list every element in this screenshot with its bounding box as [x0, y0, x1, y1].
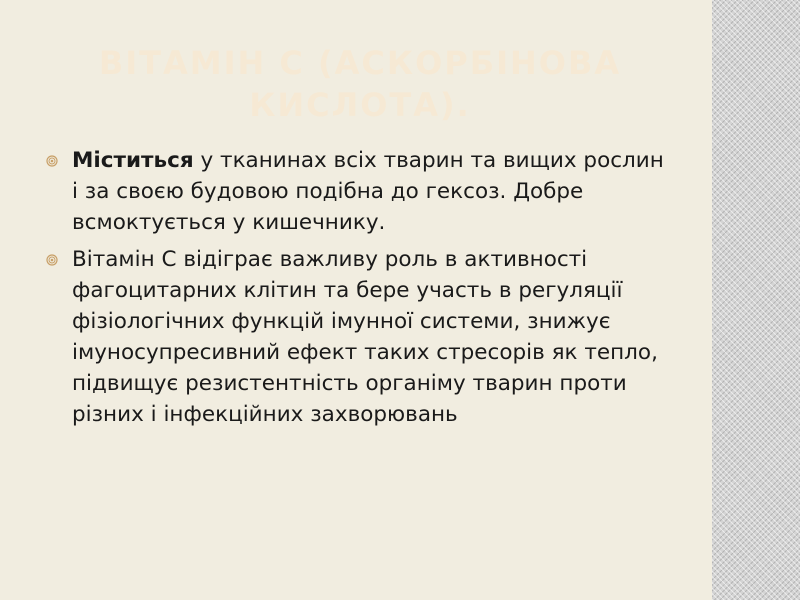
bullet-text: Вітамін С відіграє важливу роль в активності фагоцитарних клітин та бере участь в регуляції фізіологічних функцій імунної системи, знижує імуносупресивний ефект таких стресорів як тепло, підвищує резистентність органіму тварин проти різних і інфекційних захворювань [72, 247, 658, 427]
slide-title: ВІТАМІН С (АСКОРБІНОВА КИСЛОТА). [98, 44, 622, 124]
bullet-emphasis: Міститься [72, 148, 194, 173]
circle-bullet-icon [46, 155, 58, 167]
decorative-pattern-strip [712, 0, 800, 600]
list-item [44, 145, 674, 238]
circle-bullet-icon [46, 254, 58, 266]
bullet-list [44, 145, 674, 436]
list-item [44, 244, 674, 430]
bullet-text: у тканинах всіх тварин та вищих рослин і за своєю будовою подібна до гексоз. Добре всмоктується у кишечнику. [72, 148, 664, 235]
